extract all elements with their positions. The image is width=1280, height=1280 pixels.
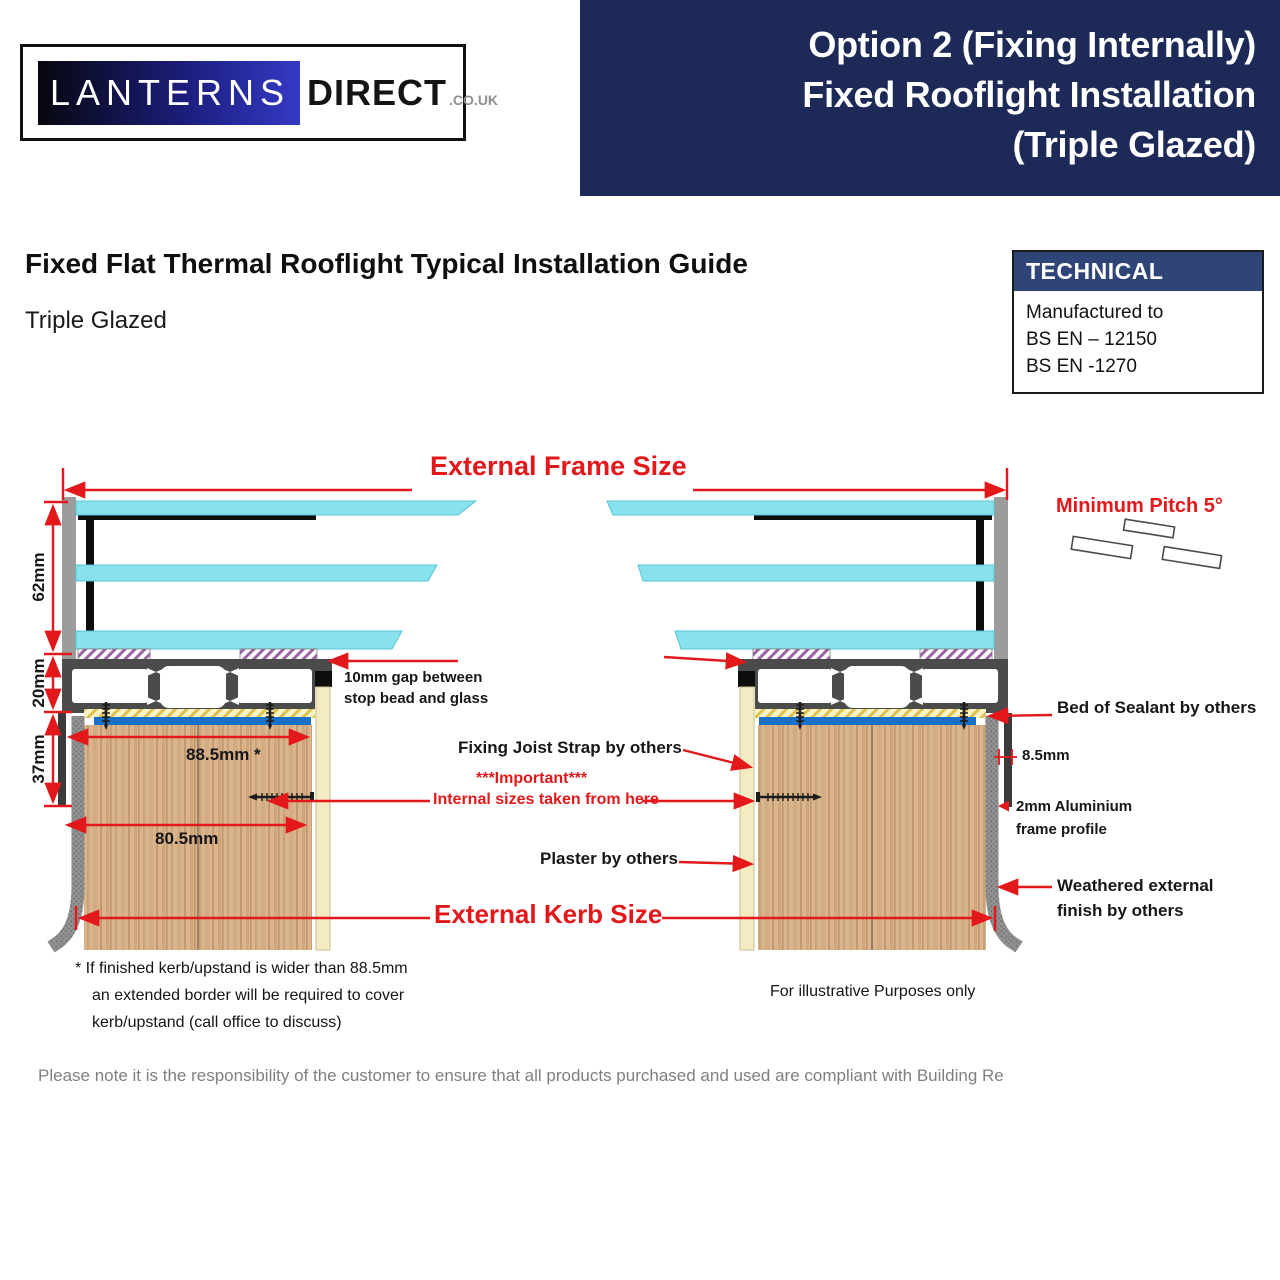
right-section-drawing: [607, 497, 1019, 950]
internal-sizes-label: Internal sizes taken from here: [433, 791, 659, 808]
banner-line-1: Option 2 (Fixing Internally): [808, 24, 1256, 65]
gap-10mm-label: 10mm gap between stop bead and glass: [344, 669, 489, 707]
dim-37mm-label: 37mm: [29, 734, 48, 784]
technical-line-1: Manufactured to: [1026, 302, 1164, 323]
logo-lanterns-text: LANTERNS: [50, 71, 291, 113]
banner-line-3: (Triple Glazed): [1012, 124, 1256, 165]
minimum-pitch-label: Minimum Pitch 5°: [1056, 495, 1223, 517]
compliance-disclaimer: Please note it is the responsibility of the customer to ensure that all products purchased and used are compliant with Building Re: [38, 1066, 1004, 1085]
left-section-drawing: [51, 497, 476, 950]
page-subtitle: Triple Glazed: [25, 307, 167, 334]
fixing-joist-strap-label: Fixing Joist Strap by others: [458, 738, 682, 757]
plaster-label: Plaster by others: [540, 849, 678, 868]
dim-62mm-label: 62mm: [29, 552, 48, 602]
dim-20mm-label: 20mm: [29, 658, 48, 708]
dim-85mm-label: 8.5mm: [1022, 747, 1070, 764]
dim-885mm-label: 88.5mm *: [186, 745, 261, 764]
technical-line-3: BS EN -1270: [1026, 356, 1137, 377]
dim-805mm-label: 80.5mm: [155, 829, 219, 848]
logo-couk-text: .CO.UK: [449, 91, 499, 108]
technical-line-2: BS EN – 12150: [1026, 329, 1157, 350]
technical-box-header: TECHNICAL: [1014, 252, 1262, 291]
external-kerb-size-label: External Kerb Size: [434, 899, 663, 929]
important-label: ***Important***: [476, 770, 588, 787]
minimum-pitch-icon: [1071, 519, 1221, 568]
aluminium-profile-label: 2mm Aluminium frame profile: [1016, 798, 1133, 838]
weathered-finish-label: Weathered external finish by others: [1057, 876, 1214, 920]
kerb-footnote: * If finished kerb/upstand is wider than 88.5mm an extended border will be required to cover kerb/upstand (call office to discuss): [75, 960, 408, 1031]
logo-direct-text: DIRECT: [307, 71, 448, 113]
bed-of-sealant-label: Bed of Sealant by others: [1057, 698, 1257, 717]
page-title: Fixed Flat Thermal Rooflight Typical Installation Guide: [25, 248, 748, 279]
banner-line-2: Fixed Rooflight Installation: [802, 74, 1256, 115]
illustrative-note: For illustrative Purposes only: [770, 983, 976, 1000]
external-frame-size-label: External Frame Size: [430, 451, 687, 481]
